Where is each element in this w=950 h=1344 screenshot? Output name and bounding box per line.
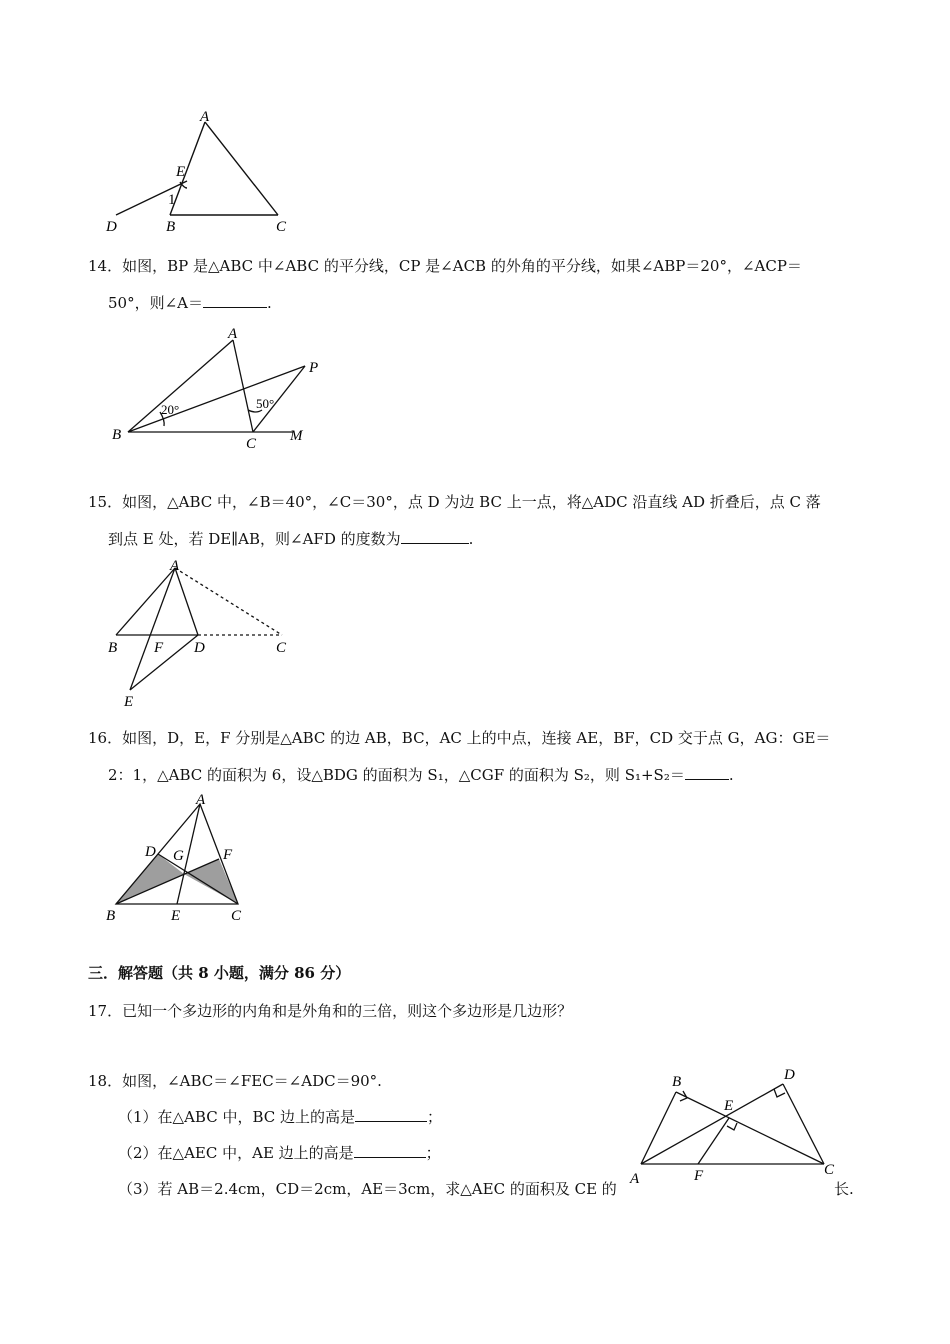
question-16-text-line1: 如图，D，E，F 分别是△ABC 的边 AB，BC，AC 上的中点，连接 AE，BF，CD 交于点 G，AG：GE＝ xyxy=(122,729,831,747)
label-a: A xyxy=(630,1171,640,1187)
figure-q14-svg xyxy=(108,322,338,457)
answer-blank-16[interactable] xyxy=(685,765,729,780)
question-15-line1 xyxy=(88,491,821,512)
label-e: E xyxy=(124,694,134,710)
figure-q13-svg xyxy=(100,108,300,238)
question-16-period: . xyxy=(728,766,734,784)
question-15-number: 15． xyxy=(88,493,123,511)
question-18-line1 xyxy=(88,1070,382,1091)
right-angle-e xyxy=(727,1123,737,1130)
answer-blank-15[interactable] xyxy=(401,529,469,544)
figure-q15-svg xyxy=(100,556,300,716)
label-c: C xyxy=(824,1162,835,1178)
question-18-sub2-text: （2）在△AEC 中，AE 边上的高是 xyxy=(118,1144,354,1162)
segment-ab xyxy=(641,1092,676,1164)
segment-ad xyxy=(641,1084,783,1164)
label-c: C xyxy=(246,436,257,452)
figure-q18 xyxy=(628,1062,843,1187)
label-d: D xyxy=(784,1067,795,1083)
figure-q18-svg xyxy=(628,1062,843,1187)
question-18-text: 如图，∠ABC＝∠FEC＝∠ADC＝90°. xyxy=(122,1072,382,1090)
label-b: B xyxy=(106,908,116,924)
label-a: A xyxy=(170,558,180,574)
label-d: D xyxy=(145,844,156,860)
question-17 xyxy=(88,1000,572,1021)
segment-ba xyxy=(128,340,233,432)
question-18-sub2 xyxy=(118,1142,441,1163)
question-18-sub3-text: （3）若 AB＝2.4cm，CD＝2cm，AE＝3cm，求△AEC 的面积及 CE 的 xyxy=(118,1180,617,1198)
figure-q14 xyxy=(108,322,338,457)
question-14-number: 14． xyxy=(88,257,123,275)
answer-blank-18-2[interactable] xyxy=(354,1143,426,1158)
question-18-sub1 xyxy=(118,1106,442,1127)
question-15-text-line1: 如图，△ABC 中，∠B＝40°，∠C＝30°，点 D 为边 BC 上一点，将△ADC 沿直线 AD 折叠后，点 C 落 xyxy=(122,493,821,511)
question-17-text: 已知一个多边形的内角和是外角和的三倍，则这个多边形是几边形？ xyxy=(122,1002,573,1020)
label-g: G xyxy=(173,848,184,864)
label-c: C xyxy=(276,640,287,656)
label-d: D xyxy=(194,640,205,656)
question-15-text-line2: 到点 E 处，若 DE∥AB，则∠AFD 的度数为 xyxy=(108,530,401,548)
label-d: D xyxy=(106,219,117,235)
question-14-line2 xyxy=(108,292,272,313)
question-18-number: 18． xyxy=(88,1072,123,1090)
right-angle-d xyxy=(774,1089,785,1097)
label-p: P xyxy=(309,360,319,376)
question-14-line1 xyxy=(88,255,802,276)
label-angle-20: 20° xyxy=(161,402,180,417)
segment-fe xyxy=(698,1118,729,1164)
question-18-sub1-text: （1）在△ABC 中，BC 边上的高是 xyxy=(118,1108,356,1126)
label-e: E xyxy=(724,1098,734,1114)
question-15-period: . xyxy=(468,530,474,548)
figure-q13 xyxy=(100,108,300,238)
segment-ab xyxy=(116,568,175,635)
label-f: F xyxy=(154,640,164,656)
question-16-number: 16． xyxy=(88,729,123,747)
question-16-line1 xyxy=(88,727,830,748)
label-b: B xyxy=(108,640,118,656)
label-a: A xyxy=(196,792,206,808)
question-16-text-line2: 2：1，△ABC 的面积为 6，设△BDG 的面积为 S₁，△CGF 的面积为 S₂，则 S₁+S₂＝ xyxy=(108,766,685,784)
question-18-sub3-end: 长. xyxy=(834,1180,854,1198)
question-15-line2 xyxy=(108,528,473,549)
segment-ac xyxy=(205,122,278,215)
answer-blank-14[interactable] xyxy=(203,293,267,308)
question-14-text-line2: 50°，则∠A＝ xyxy=(108,294,203,312)
figure-q16-svg xyxy=(100,792,260,927)
segment-ac-dashed xyxy=(175,568,282,635)
question-14-text-line1: 如图，BP 是△ABC 中∠ABC 的平分线，CP 是∠ACB 的外角的平分线，如果∠ABP＝20°，∠ACP＝ xyxy=(122,257,802,275)
label-angle-1: 1 xyxy=(168,192,176,208)
question-16-line2 xyxy=(108,764,734,785)
label-e: E xyxy=(176,164,186,180)
figure-q15 xyxy=(100,556,300,716)
segment-dc xyxy=(783,1084,824,1164)
answer-blank-18-1[interactable] xyxy=(355,1107,427,1122)
segment-ad xyxy=(175,568,198,635)
section-heading: 三．解答题（共 8 小题，满分 86 分） xyxy=(88,964,351,982)
label-e: E xyxy=(171,908,181,924)
question-18-sub1-end: ； xyxy=(427,1108,443,1126)
label-a: A xyxy=(228,326,238,342)
label-m: M xyxy=(290,428,303,444)
label-b: B xyxy=(112,427,122,443)
label-b: B xyxy=(672,1074,682,1090)
label-f: F xyxy=(694,1168,704,1184)
question-18-sub3 xyxy=(118,1178,617,1199)
question-17-number: 17． xyxy=(88,1002,123,1020)
label-a: A xyxy=(200,109,210,125)
label-c: C xyxy=(231,908,242,924)
label-b: B xyxy=(166,219,176,235)
label-angle-50: 50° xyxy=(256,396,275,411)
figure-q16 xyxy=(100,792,260,927)
question-18-sub2-end: ； xyxy=(425,1144,441,1162)
question-14-period: . xyxy=(267,294,272,312)
label-f: F xyxy=(223,847,233,863)
label-c: C xyxy=(276,219,287,235)
